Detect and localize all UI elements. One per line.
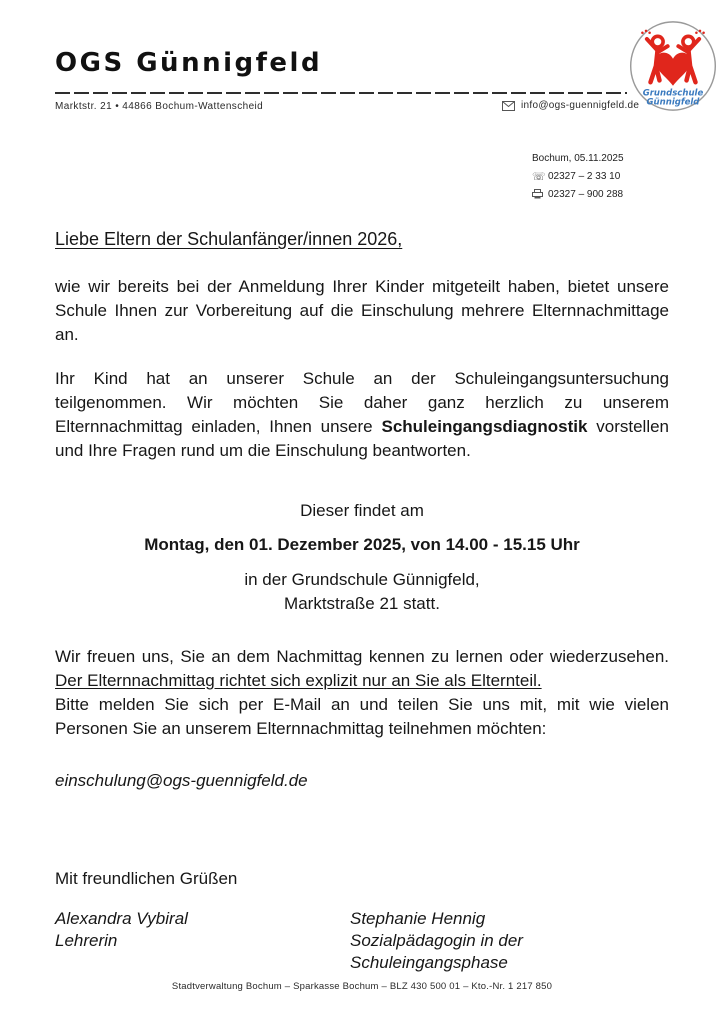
signature-left — [55, 908, 350, 974]
mail-icon — [502, 101, 515, 111]
phone-number: 02327 – 2 33 10 — [548, 170, 621, 182]
paragraph-registration: Wir freuen uns, Sie an dem Nachmittag kennen zu lernen oder wiederzusehen. Der Elternnachmittag richtet sich explizit nur an Sie als Elternteil. Bitte melden Sie sich per E-Mail an und teilen Sie uns mit, mit wie vielen Personen Sie an unserem Elternnachmittag teilnehmen möchten: — [55, 647, 669, 738]
signature-right — [350, 908, 669, 974]
meta-block — [532, 149, 624, 203]
signature-role-right: Sozialpädagogin in der Schuleingangsphase — [350, 931, 523, 972]
header-divider — [55, 92, 627, 94]
signature-role-left: Lehrerin — [55, 931, 118, 950]
event-intro: Dieser findet am — [300, 501, 424, 520]
phone-icon: ☏ — [532, 170, 546, 183]
signature-name-left: Alexandra Vybiral — [55, 909, 188, 928]
school-name: OGS Günnigfeld — [55, 48, 323, 78]
school-logo — [628, 21, 718, 111]
closing-line: Mit freundlichen Grüßen — [55, 869, 238, 888]
event-location-1: in der Grundschule Günnigfeld, — [244, 570, 480, 589]
signature-row — [55, 908, 669, 974]
paragraph-diagnostik: Ihr Kind hat an unserer Schule an der Schuleingangsuntersuchung teilgenommen. Wir möchten Sie daher ganz herzlich zu unserem Elternnachmittag einladen, Ihnen unsere Schuleingangsdiagnostik vorstellen und Ihre Fragen rund um die Einschulung beantworten. — [55, 369, 670, 460]
logo-text-line2: Günnigfeld — [646, 97, 700, 108]
header-email-row — [502, 100, 639, 111]
registration-underline-text: Der Elternnachmittag richtet sich explizit nur an Sie als Elternteil. — [55, 671, 542, 690]
paragraph-intro: wie wir bereits bei der Anmeldung Ihrer Kinder mitgeteilt haben, bietet unsere Schule Ihnen zur Vorbereitung auf die Einschulung mehrere Elternnachmittage an. — [55, 277, 669, 344]
logo-text-line1: Grundschule — [642, 88, 704, 99]
letter-body — [55, 227, 669, 974]
footer-bank-line: Stadtverwaltung Bochum – Sparkasse Bochum – BLZ 430 500 01 – Kto.-Nr. 1 217 850 — [171, 981, 553, 992]
signature-name-right: Stephanie Hennig — [350, 909, 486, 928]
school-address: Marktstr. 21 • 44866 Bochum-Wattenscheid — [55, 101, 264, 112]
header-email-text: info@ogs-guennigfeld.de — [521, 100, 640, 111]
salutation: Liebe Eltern der Schulanfänger/innen 2026, — [55, 229, 403, 249]
fax-number: 02327 – 900 288 — [548, 188, 624, 200]
event-datetime: Montag, den 01. Dezember 2025, von 14.00 - 15.15 Uhr — [144, 535, 580, 554]
diagnostik-bold-text: Schuleingangsdiagnostik — [381, 417, 588, 436]
registration-email: einschulung@ogs-guennigfeld.de — [55, 771, 308, 790]
fax-icon — [532, 189, 548, 199]
event-location-2: Marktstraße 21 statt. — [284, 594, 440, 613]
date-line: Bochum, 05.11.2025 — [532, 152, 624, 164]
event-block — [55, 499, 669, 616]
